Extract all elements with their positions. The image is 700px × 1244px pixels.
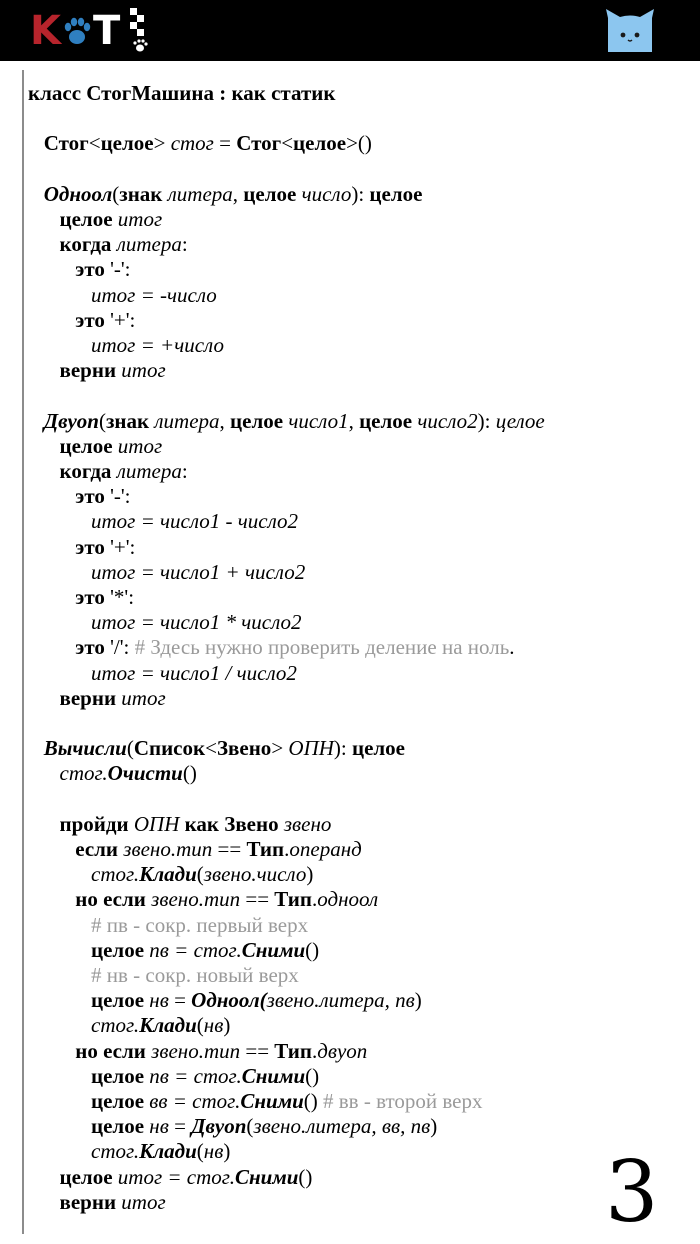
code-token [28, 686, 60, 710]
code-token: стог [170, 131, 214, 156]
code-token: == [240, 1038, 275, 1063]
code-token [28, 257, 75, 281]
code-line [28, 761, 197, 786]
code-token: итог = число1 + число2 [91, 559, 306, 584]
code-token: Вычисли [43, 736, 127, 761]
code-line [28, 837, 362, 862]
code-line [28, 1013, 230, 1038]
code-token: когда [59, 459, 112, 483]
code-line [28, 686, 166, 711]
code-token: () [305, 1063, 320, 1088]
code-token [28, 484, 75, 508]
code-token: целое [495, 408, 545, 433]
code-token: ) [430, 1114, 438, 1139]
code-token: '*': [104, 585, 135, 609]
code-line [28, 333, 224, 358]
code-line [28, 988, 422, 1013]
code-token [28, 812, 60, 836]
code-line [28, 963, 299, 988]
code-token: итог = число1 - число2 [91, 509, 299, 534]
code-token: = [168, 988, 192, 1013]
code-token: знак [105, 408, 150, 433]
code-line [28, 862, 313, 887]
code-line [28, 1064, 319, 1089]
code-token: > [271, 736, 289, 761]
code-line [28, 434, 162, 459]
code-token: Звено [216, 736, 272, 761]
code-token [28, 232, 60, 256]
code-token [28, 509, 91, 533]
code-token: литера [154, 408, 220, 433]
code-token: итог [121, 358, 166, 383]
code-token: , [348, 408, 360, 433]
code-token [28, 837, 75, 861]
code-token: итог [121, 1189, 166, 1214]
code-token [28, 761, 60, 785]
code-token [28, 358, 60, 382]
code-token: ( [196, 862, 204, 887]
code-token: класс СтогМашина : как статик [28, 81, 336, 105]
code-token: итог [117, 433, 163, 458]
code-token: но если [75, 1038, 146, 1063]
code-token: литера [116, 232, 182, 257]
code-token: звено.число [203, 862, 307, 887]
code-token: это [75, 307, 105, 332]
code-token [28, 560, 91, 584]
code-token: итог = -число [91, 282, 217, 307]
code-token: стог. [91, 1139, 140, 1164]
code-token: Сними [241, 937, 306, 962]
code-token: Сними [234, 1164, 299, 1189]
code-token [28, 207, 60, 231]
code-token [28, 434, 60, 458]
code-line [28, 1190, 166, 1215]
page-number: 3 [605, 1143, 659, 1241]
code-token: = [168, 1114, 192, 1139]
code-token: >() [346, 131, 372, 156]
code-token: Стог [43, 131, 89, 156]
code-token: < [281, 131, 294, 156]
code-token: пв = стог. [149, 1063, 242, 1088]
code-token: () [182, 761, 197, 786]
code-token: Сними [240, 1089, 304, 1113]
code-line [28, 232, 188, 257]
code-line [28, 585, 134, 610]
code-token: это [75, 585, 105, 609]
code-token: () [298, 1164, 313, 1189]
code-line [28, 610, 302, 635]
code-line [28, 535, 135, 560]
code-token [28, 535, 75, 559]
logo-letter-t: T [93, 8, 121, 54]
code-line [28, 1039, 367, 1064]
code-token: ( [126, 736, 134, 761]
code-token: целое [91, 988, 145, 1013]
code-token [28, 635, 75, 659]
code-token: целое [351, 736, 406, 761]
code-token: литера [116, 459, 182, 483]
code-token: звено.тип [151, 1038, 241, 1063]
code-token: пв = стог. [149, 937, 242, 962]
code-token: Клади [139, 1139, 197, 1164]
code-token: ): [351, 181, 370, 206]
code-token: ( [246, 1114, 254, 1139]
code-line [28, 484, 131, 509]
code-token: ОПН [288, 736, 334, 761]
code-line [28, 409, 545, 434]
code-token: итог = +число [91, 333, 224, 357]
code-token: , [232, 181, 244, 206]
code-token [28, 938, 91, 962]
code-token [28, 1039, 75, 1063]
code-token: целое [59, 207, 113, 231]
code-token: ОПН [133, 811, 180, 836]
code-token: < [88, 131, 101, 156]
code-token: целое [100, 131, 154, 156]
code-token: звено [283, 811, 332, 836]
code-token: звено.литера, вв, пв [253, 1114, 431, 1139]
code-token: == [212, 837, 247, 861]
code-token: , [219, 408, 231, 433]
code-line [28, 560, 305, 585]
code-token: целое [369, 181, 423, 206]
code-token: ( [98, 408, 106, 433]
code-token: это [75, 484, 105, 509]
code-token: пройди [59, 811, 129, 836]
code-token: . [509, 635, 515, 660]
code-token: звено.литера, пв [266, 988, 415, 1013]
code-token: == [240, 887, 275, 912]
code-token: ( [196, 1013, 204, 1038]
code-token [28, 661, 91, 685]
code-token: итог = число1 / число2 [91, 660, 297, 685]
code-token: : [181, 459, 188, 483]
code-token: Двуоп [43, 408, 99, 433]
code-line [28, 635, 515, 660]
code-token: Тип [274, 887, 312, 912]
code-line [28, 1139, 230, 1164]
code-token: звено.тип [123, 837, 213, 861]
code-token: Сними [241, 1063, 306, 1088]
code-token [28, 585, 75, 609]
code-line [28, 812, 331, 837]
code-token: нв [149, 1114, 169, 1139]
code-token [28, 333, 91, 357]
code-token: ) [223, 1013, 231, 1038]
code-token: целое [359, 408, 413, 433]
code-token: ) [306, 862, 314, 887]
code-token: = [213, 131, 237, 156]
code-line [28, 1165, 312, 1190]
code-token [28, 308, 75, 332]
code-token: Стог [236, 131, 282, 156]
code-line [28, 81, 335, 106]
code-token: ): [477, 408, 496, 433]
code-line [28, 257, 131, 282]
code-comment: # Здесь нужно проверить деление на ноль [134, 635, 510, 660]
code-token: : [181, 232, 188, 257]
code-token: знак [119, 181, 163, 206]
code-token: число1 [288, 408, 349, 433]
code-line [28, 131, 372, 156]
code-token: верни [59, 358, 117, 383]
code-token: стог. [59, 761, 108, 786]
code-line [28, 509, 298, 534]
code-token: число [301, 181, 352, 206]
code-token: Одноол [43, 181, 113, 206]
code-token: стог. [91, 862, 140, 887]
code-token: > [153, 131, 171, 156]
code-token: как Звено [184, 811, 279, 836]
code-line [28, 182, 422, 207]
code-token: Очисти [107, 761, 183, 786]
code-token [28, 1139, 91, 1163]
top-bar [0, 0, 700, 61]
code-token: . [311, 887, 318, 912]
code-token: нв [203, 1139, 224, 1164]
code-token: Одноол( [191, 988, 267, 1013]
code-token: '-': [104, 484, 131, 509]
code-line [28, 283, 217, 308]
code-token: итог [117, 207, 163, 231]
code-comment: # пв - сокр. первый верх [91, 912, 309, 937]
code-token: ): [333, 736, 352, 761]
code-token: стог. [91, 1013, 140, 1038]
code-comment: # вв - второй верх [323, 1089, 483, 1113]
code-token [28, 131, 44, 155]
code-token [28, 862, 91, 886]
code-token: двуоп [317, 1038, 368, 1063]
code-token: звено.тип [151, 887, 241, 912]
code-token: '/': [104, 635, 135, 660]
code-token: итог = стог. [117, 1164, 235, 1189]
code-token: . [284, 837, 290, 861]
code-token: вв = стог. [149, 1089, 241, 1113]
code-token: это [75, 635, 105, 660]
code-token [28, 1114, 91, 1138]
code-comment: # нв - сокр. новый верх [91, 963, 299, 987]
checker-paw-icon [128, 6, 158, 56]
code-token: целое [91, 1063, 145, 1088]
code-token: Клади [139, 1013, 197, 1038]
code-token: Список [133, 736, 206, 761]
code-line [28, 459, 188, 484]
code-token: если [75, 837, 119, 861]
code-token: число2 [417, 408, 478, 433]
code-token: это [75, 257, 105, 282]
code-token: ( [112, 181, 120, 206]
code-token: () [305, 937, 320, 962]
code-token: ) [223, 1139, 231, 1164]
code-token: '+': [104, 534, 136, 559]
code-token: () [303, 1089, 324, 1113]
code-token: целое [91, 1114, 145, 1139]
code-token: нв [203, 1013, 224, 1038]
code-line [28, 913, 308, 938]
code-token: итог [121, 685, 166, 710]
code-token [28, 887, 75, 911]
code-token: целое [230, 408, 284, 433]
code-line [28, 1114, 437, 1139]
code-token [28, 459, 60, 483]
code-token [28, 182, 44, 206]
code-token: одноол [317, 887, 379, 912]
code-listing [22, 70, 700, 1241]
code-token [28, 913, 91, 937]
code-token [28, 409, 44, 433]
code-token: литера [167, 181, 233, 206]
code-line [28, 938, 319, 963]
code-token [28, 1165, 60, 1189]
code-token: верни [59, 1189, 117, 1214]
code-token: ) [414, 988, 422, 1013]
code-line [28, 661, 297, 686]
code-line [28, 308, 135, 333]
code-token: операнд [289, 837, 362, 861]
code-token [28, 1190, 60, 1214]
code-token: целое [91, 1089, 145, 1113]
code-token: нв [149, 988, 169, 1013]
code-token: целое [293, 131, 347, 156]
code-token: целое [243, 181, 297, 206]
cat-face-icon[interactable] [604, 8, 656, 54]
site-logo[interactable] [30, 8, 158, 54]
code-line [28, 1089, 482, 1114]
code-token: целое [91, 937, 145, 962]
logo-letter-k: K [30, 8, 61, 54]
code-token: но если [75, 887, 146, 912]
code-line [28, 358, 166, 383]
code-token: Тип [274, 1038, 312, 1063]
code-token: < [205, 736, 217, 761]
code-line [28, 207, 162, 232]
code-token [28, 736, 44, 760]
code-token: целое [59, 433, 113, 458]
code-token [28, 963, 91, 987]
code-token: ( [196, 1139, 204, 1164]
code-token [28, 1013, 91, 1037]
code-token [28, 1089, 91, 1113]
code-token: когда [59, 232, 112, 257]
code-token [28, 283, 91, 307]
code-token [28, 988, 91, 1012]
code-token: это [75, 534, 105, 559]
code-line [28, 887, 378, 912]
code-token: Тип [246, 837, 285, 861]
code-token: верни [59, 685, 117, 710]
code-token [28, 1064, 91, 1088]
code-token: '-': [104, 257, 131, 282]
code-token: целое [59, 1164, 113, 1189]
paw-icon [62, 11, 92, 51]
code-token: Двуоп [191, 1114, 247, 1139]
code-token: '+': [104, 307, 136, 332]
code-token: Клади [139, 862, 197, 887]
code-token: . [311, 1038, 318, 1063]
code-line [28, 736, 405, 761]
code-token [28, 610, 91, 634]
code-token: итог = число1 * число2 [91, 610, 302, 635]
